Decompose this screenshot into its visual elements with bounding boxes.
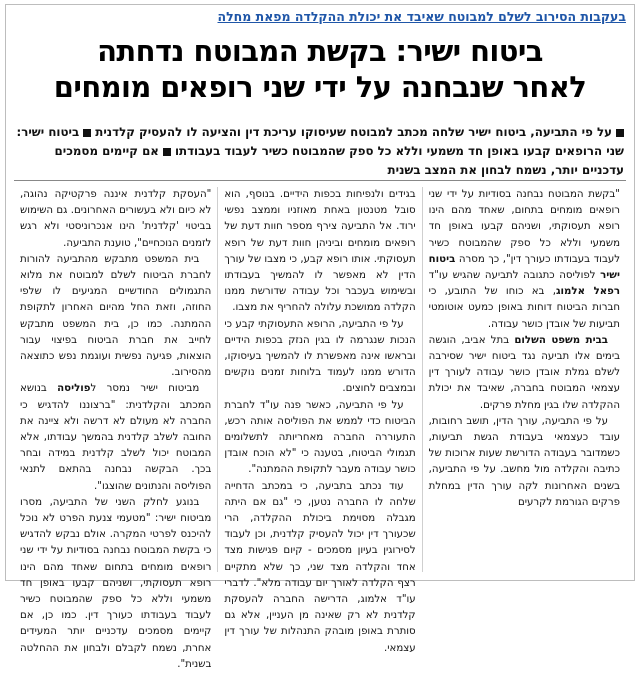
divider [14,180,626,181]
bold-text-run: רפאל אלמוג [555,286,621,298]
lede-item: על פי התביעה, ביטוח ישיר שלחה מכתב למבוטח שעיסוקו עריכת דין והציעה לו להעסיק קלדנית [95,125,612,139]
text-run: "בקשת המבוטח נבחנה בסודיות על ידי שני רופאים מומחים בתחום, שאחד מהם הינו רופא תעסוקתי, ושניהם קבעו באופן חד משמעי וללא כל ספק שהמבוטח כשיר לעבוד בעבודתו כעורך דין", כך מסרה [428,189,620,265]
body-paragraph [20,187,211,252]
bold-text-run: ביטוח ישיר [428,253,620,282]
text-run: לפוליסה כתגובה לתביעה שהגיש עו"ד [428,270,601,282]
newspaper-clipping [5,4,635,670]
bullet-square-icon [83,129,91,137]
text-run: על פי התביעה, כאשר פנה עו"ד לחברת הביטוח כדי לממש את הפוליסה אותה רכש, התעוררה החברה מאחריותה לתשלומים תגמולי הביטוח, בטענה כי "לא הוכח אובדן כושר עבודה מעבר לתקופת ההמתנה". [224,399,416,476]
article-headline [14,33,626,105]
bold-text-run: פוליסה [57,383,91,395]
article-kicker[interactable]: בעקבות הסירוב לשלם למבוטח שאיבד את יכולת ההקלדה מפאת מחלה [217,9,626,24]
body-paragraph [224,479,415,657]
text-run: מביטוח ישיר נמסר ל [90,383,200,395]
article-column-3 [14,187,218,670]
article-body [14,187,626,670]
text-run: על פי התביעה, הרופא התעסוקתי קבע כי הנכות שנגרמה לו בגין הנזק בכפות הידיים ובראשו אינה מאפשרת לו להמשיך בעיסוקו, הדורש ממנו לעמוד בלוחות זמנים נוקשים ובמצבים לחוצים. [224,318,416,395]
body-paragraph [429,187,620,333]
bullet-square-icon [616,129,624,137]
body-paragraph [20,252,211,382]
text-run: "העסקת קלדנית איננה פרקטיקה נהוגה, לא כיום ולא בעשורים האחרונים. גם השימוש בביטוי 'קלדנית' הינו אנכרוניסטי ולא רגש לזמנים הנוכחיים", טוענת התביעה. [20,189,212,249]
text-run: בגידים ולנפיחות בכפות הידיים. בנוסף, הוא סובל מטנטון באחת מאוזניו וממצב נפשי ירוד. אל התביעה צירף מספר חוות דעת של רופאים מומחים וביניהן חוות דעת של רופא תעסוקתי. אותו רופא קבע, כי מצבו של עורך הדין לא מאפשר לו להמשיך בעבודתו ובשימוש בעכבר וכל עבודה שדורשת ממנו הקלדה ממושכת עלולה להחריף את מצבו. [224,189,416,314]
body-paragraph [429,414,620,511]
body-paragraph [224,317,415,398]
text-run: , בא כוחו של התובע, כי חברות הביטוח דוחות באופן כמעט אוטומטי תביעות של אובדן כושר עבודה. [428,286,620,330]
lede-item: ביטוח ישיר: שני הרופאים קבעו באופן חד משמעי וללא כל ספק שהמבוטח כשיר לעבוד בעבודתו [16,125,624,158]
text-run: בתל אביב, הוגשה בימים אלו תביעה נגד ביטוח ישיר שסירבה לשלם גמלת אובדן כושר עבודה לעורך דין עצמאי המבוטח בחברה, שאיבד את יכולת ההקלדה שלו בגין מחלת פרקים. [428,334,620,411]
body-paragraph [429,333,620,414]
bold-text-run: בבית משפט השלום [514,334,608,346]
text-run: בנושא המכתב והקלדנית: "ברצוננו להדגיש כי החברה לא מעולם לא דרשה ולא ציינה את החובה לשלב קלדנית בהמשך עבודתו, אלא המבוטח יכול לשלב קלדנית במידה ובחר בכך. הבקשה נבחנה בהתאם לתנאי הפוליסה והנתונים שהוצגו". [20,383,212,492]
body-paragraph [20,495,211,673]
article-column-1 [423,187,626,572]
headline-line-2: לאחר שנבחנה על ידי שני רופאים מומחים [53,70,587,104]
text-run: בנוגע לחלק השני של התביעה, מסרו מביטוח ישיר: "מטעמי צנעת הפרט לא נוכל להיכנס לפרטי המקרה. אולם נבקש להדגיש כי בקשת המבוטח נבחנה בסודיות על ידי שני רופאים מומחים בתחום שאחד מהם הינו רופא תעסוקתי, ושניהם קבעו באופן חד משמעי וללא כל ספק שהמבוטח כשיר לעבוד בעבודתו כעורך דין. כמו כן, אם קיימים מסמכים עדכניים יותר המעידים אחרת, נשמח לקבלם ולבחון את ההחלטה בשנית". [20,496,212,670]
body-paragraph [224,187,415,317]
body-paragraph [224,398,415,479]
article-lede [16,123,624,180]
headline-line-1: ביטוח ישיר: בקשת המבוטח נדחתה [97,34,543,68]
text-run: על פי התביעה, עורך הדין, תושב רחובות, עובד כעצמאי בעבודת הגשת תביעות, כשמדובר בעבודה הדורשת שעות ארוכות של כתיבה והקלדה מול מחשב. על פי התביעה, בשנים האחרונות לקה עורך הדין במחלת פרקים הגורמת לקרעים [428,415,620,508]
text-run: בית המשפט מתבקש מהתביעה להורות לחברת הביטוח לשלם למבוטח את מלוא התגמולים החודשיים המגיעים לו שלפי החוזה, וזאת החל מהיום האחרון לתקופת ההמתנה. כמו כן, בית המשפט מתבקש לחייב את חברת הביטוח בפיצוי עבור הוצאות, פגיעה נפשית ועוגמת נפש כתוצאה מהסירוב. [20,253,212,379]
body-paragraph [20,381,211,494]
text-run: עוד נכתב בתביעה, כי במכתב הדחייה שלחה לו החברה נטען, כי "גם אם היתה מגבלה מסוימת ביכולת ההקלדה, הרי שכעורך דין יכול להעסיק קלדנית, וכן לעבוד לסירוגין בעיון מסמכים - קיום פגישות מצד אחד והקלדה מצד שני, כך שלא מתקיים רצף הקלדה לאורך יום עבודה מלא". לדברי עו"ד אלמוג, הדרישה החברה להעסקת קלדנית לא רק שאינה מן העניין, אלא גם סותרת באופן מובהק התנהלות של עורך דין עצמאי. [224,480,416,654]
bullet-square-icon [163,148,171,156]
article-column-2 [218,187,422,654]
lede-item: אם קיימים מסמכים עדכניים יותר, נשמח לבחון את המצב בשנית [54,144,624,177]
